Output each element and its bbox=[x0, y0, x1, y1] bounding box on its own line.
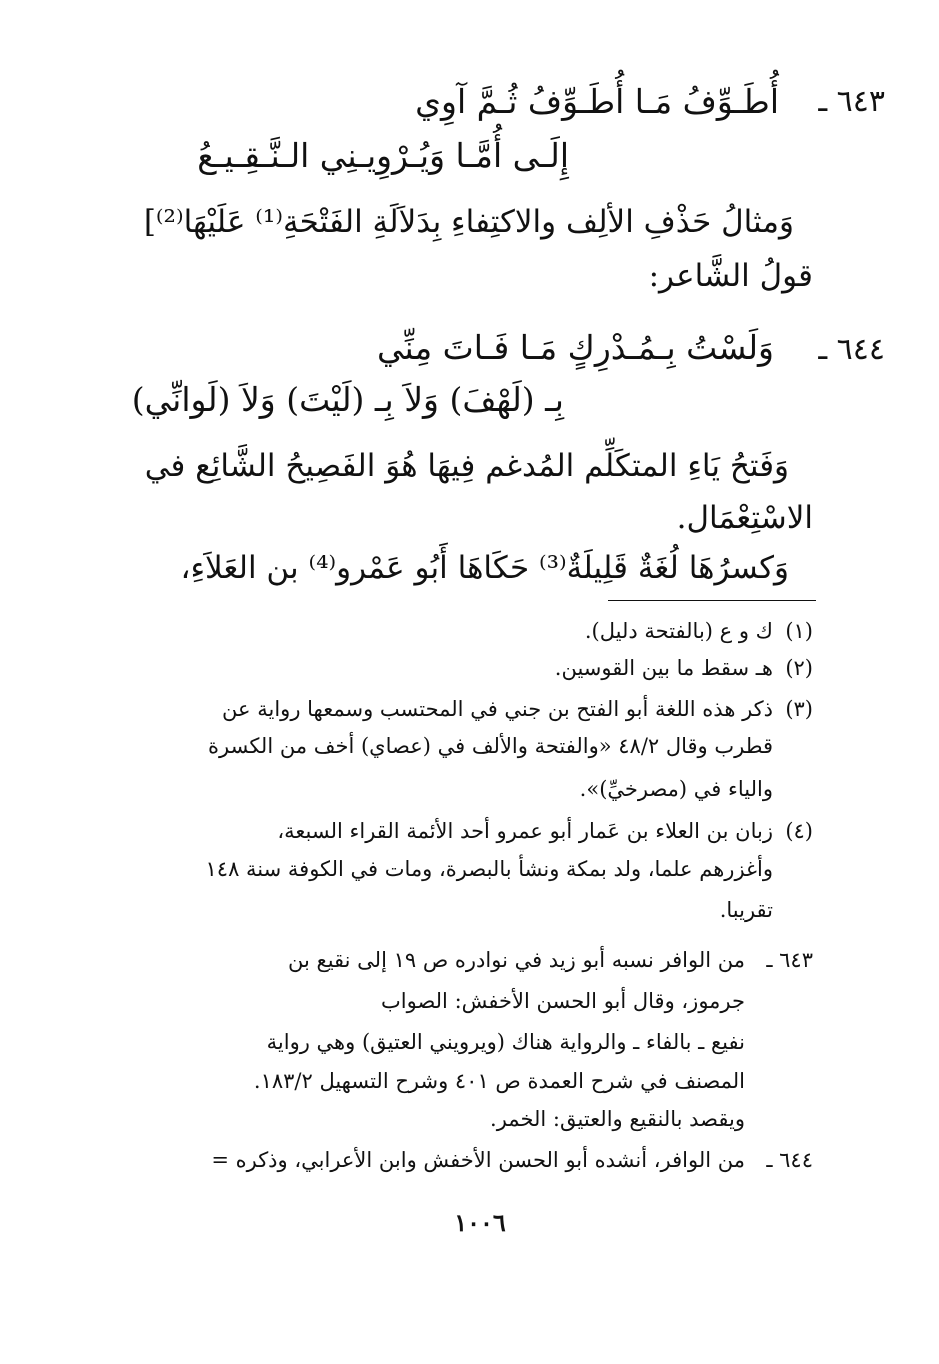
verse-note-text: جرموز، وقال أبو الحسن الأخفش: الصواب bbox=[381, 989, 745, 1013]
verse-note-marker: ٦٤٣ ـ bbox=[766, 948, 813, 972]
footnote-marker: (٤) bbox=[785, 819, 813, 843]
verse-number-643: ٦٤٣ ـ bbox=[818, 84, 885, 119]
footnote-text: تقريبا. bbox=[719, 898, 773, 922]
verse-643-first-hemistich: أُطَـوِّفُ مَـا أُطَـوِّفُ ثُـمَّ آوِي bbox=[415, 82, 779, 121]
footnote-marker: (١) bbox=[785, 619, 813, 643]
verse-note-text: من الوافر، أنشده أبو الحسن الأخفش وابن الأعرابي، وذكره = bbox=[211, 1148, 745, 1172]
verse-note-text: المصنف في شرح العمدة ص ٤٠١ وشرح التسهيل ١٨٣/٢. bbox=[253, 1069, 745, 1093]
verse-644-second-hemistich: بِـ (لَهْفَ) وَلاَ بِـ (لَيْتَ) وَلاَ (لَوانِّي) bbox=[131, 380, 564, 419]
body-text-line: وَمثالُ حَذْفِ الألِف والاكتِفاءِ بِدَلاَلَةِ الفَتْحَةِ⁽¹⁾ عَلَيْهَا⁽²⁾] bbox=[143, 204, 794, 240]
footnote-text: وأغزرهم علما، ولد بمكة ونشأ بالبصرة، ومات في الكوفة سنة ١٤٨ bbox=[205, 857, 773, 881]
page-number: ١٠٠٦ bbox=[454, 1208, 506, 1237]
body-text-line: قولُ الشَّاعر: bbox=[648, 258, 813, 294]
footnote-text: هـ سقط ما بين القوسين. bbox=[554, 656, 773, 680]
footnote-text: والياء في (مصرخيِّ)». bbox=[579, 777, 773, 801]
footnote-text: زبان بن العلاء بن عَمار أبو عمرو أحد الأئمة القراء السبعة، bbox=[277, 819, 773, 843]
footnote-marker: (٣) bbox=[785, 697, 813, 721]
body-text-line: الاسْتِعْمَال. bbox=[676, 500, 813, 536]
footnote-text: قطرب وقال ٤٨/٢ «والفتحة والألف في (عصاي) أخف من الكسرة bbox=[208, 734, 773, 758]
footnote-separator bbox=[608, 600, 816, 601]
body-text-line: وَكسرُهَا لُغَةٌ قَلِيلَةٌ⁽³⁾ حَكَاهَا أَبُو عَمْرو⁽⁴⁾ بن العَلاَءِ، bbox=[180, 550, 789, 586]
verse-note-text: ويقصد بالنقيع والعتيق: الخمر. bbox=[490, 1107, 745, 1131]
verse-note-text: نفيع ـ بالفاء ـ والرواية هناك (ويرويني العتيق) وهي رواية bbox=[266, 1030, 745, 1054]
footnote-text: ذكر هذه اللغة أبو الفتح بن جني في المحتسب وسمعها رواية عن bbox=[222, 697, 773, 721]
footnote-text: ك و ع (بالفتحة دليل). bbox=[584, 619, 773, 643]
verse-note-text: من الوافر نسبه أبو زيد في نوادره ص ١٩ إلى نقيع بن bbox=[288, 948, 745, 972]
verse-644-first-hemistich: وَلَسْتُ بِـمُـدْرِكٍ مَـا فَـاتَ مِنِّي bbox=[377, 328, 774, 367]
footnote-marker: (٢) bbox=[785, 656, 813, 680]
verse-note-marker: ٦٤٤ ـ bbox=[766, 1148, 813, 1172]
verse-number-644: ٦٤٤ ـ bbox=[818, 332, 885, 367]
body-text-line: وَفَتحُ يَاءِ المتكَلِّم المُدغم فِيهَا هُوَ الفَصِيحُ الشَّائِع في bbox=[144, 448, 789, 484]
verse-643-second-hemistich: إِلَـى أُمَّـا وَيُـرْوِيـنِي الـنَّـقِـيـعُ bbox=[197, 136, 569, 175]
